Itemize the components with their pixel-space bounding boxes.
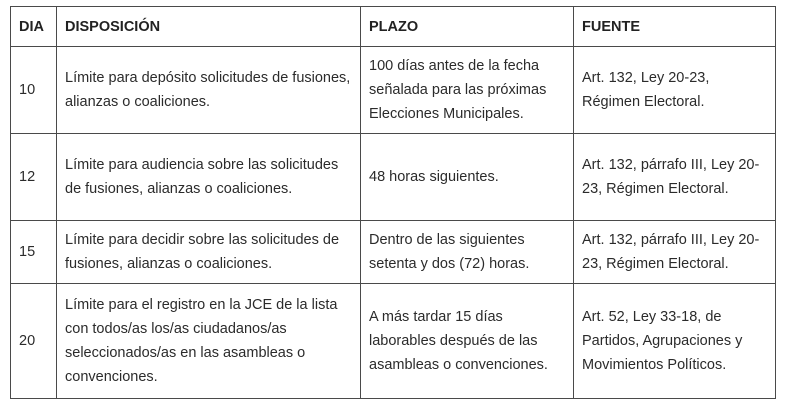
cell-fuente: Art. 132, párrafo III, Ley 20-23, Régimen Electoral. xyxy=(574,134,776,221)
cell-dia: 15 xyxy=(11,221,57,284)
cell-plazo: Dentro de las siguientes setenta y dos (72) horas. xyxy=(361,221,574,284)
table-row xyxy=(11,284,776,399)
electoral-calendar-table xyxy=(10,6,776,399)
table-header xyxy=(11,7,776,47)
cell-dia: 20 xyxy=(11,284,57,399)
cell-plazo: A más tardar 15 días laborables después de las asambleas o convenciones. xyxy=(361,284,574,399)
cell-plazo: 100 días antes de la fecha señalada para las próximas Elecciones Municipales. xyxy=(361,47,574,134)
cell-disposicion: Límite para el registro en la JCE de la lista con todos/as los/as ciudadanos/as seleccionados/as en las asambleas o convenciones. xyxy=(57,284,361,399)
cell-dia: 10 xyxy=(11,47,57,134)
cell-dia: 12 xyxy=(11,134,57,221)
cell-fuente: Art. 132, Ley 20-23, Régimen Electoral. xyxy=(574,47,776,134)
header-plazo: PLAZO xyxy=(361,7,574,47)
header-dia: DIA xyxy=(11,7,57,47)
cell-fuente: Art. 52, Ley 33-18, de Partidos, Agrupaciones y Movimientos Políticos. xyxy=(574,284,776,399)
cell-disposicion: Límite para audiencia sobre las solicitudes de fusiones, alianzas o coaliciones. xyxy=(57,134,361,221)
header-fuente: FUENTE xyxy=(574,7,776,47)
table-body xyxy=(11,47,776,399)
header-row xyxy=(11,7,776,47)
header-disposicion: DISPOSICIÓN xyxy=(57,7,361,47)
table-row xyxy=(11,134,776,221)
table-row xyxy=(11,47,776,134)
cell-disposicion: Límite para decidir sobre las solicitudes de fusiones, alianzas o coaliciones. xyxy=(57,221,361,284)
cell-disposicion: Límite para depósito solicitudes de fusiones, alianzas o coaliciones. xyxy=(57,47,361,134)
cell-fuente: Art. 132, párrafo III, Ley 20-23, Régimen Electoral. xyxy=(574,221,776,284)
cell-plazo: 48 horas siguientes. xyxy=(361,134,574,221)
table-row xyxy=(11,221,776,284)
